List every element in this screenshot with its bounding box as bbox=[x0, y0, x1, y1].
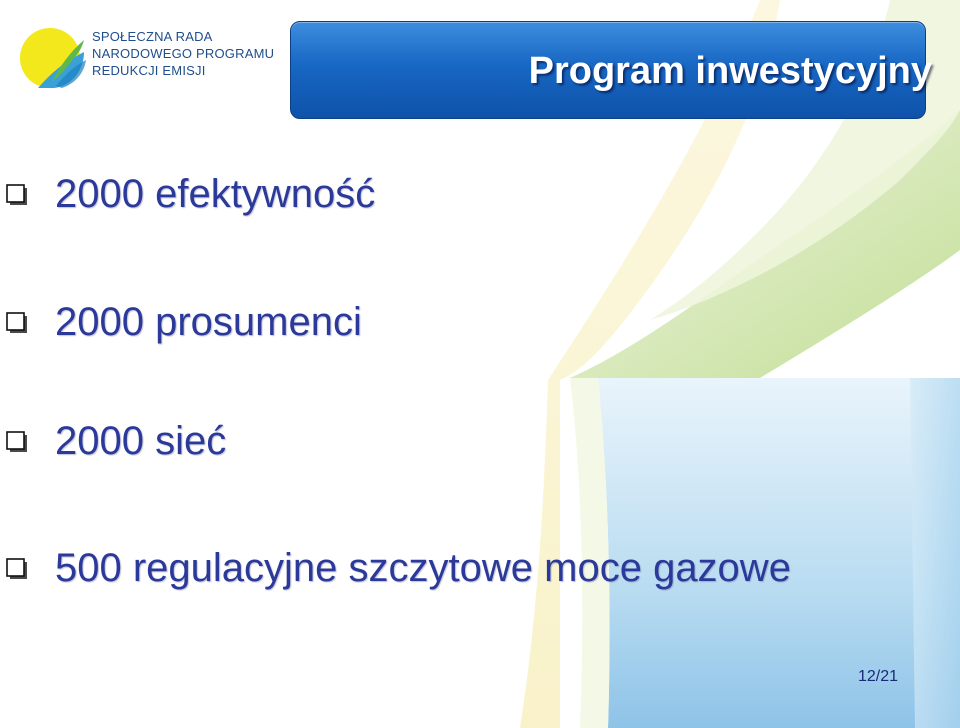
logo-line-3: REDUKCJI EMISJI bbox=[92, 63, 206, 78]
logo-mark-icon bbox=[18, 22, 88, 92]
bullet-text: 2000 efektywność bbox=[55, 172, 376, 216]
bullet-item bbox=[6, 300, 362, 345]
logo-line-1: SPOŁECZNA RADA bbox=[92, 29, 213, 44]
bullet-item bbox=[6, 419, 226, 464]
slide-title: Program inwestycyjny bbox=[528, 50, 932, 92]
bullet-item bbox=[6, 546, 791, 591]
bullet-item bbox=[6, 172, 375, 217]
checkbox-bullet-icon bbox=[6, 184, 28, 206]
bullet-text: 2000 prosumenci bbox=[55, 300, 362, 344]
checkbox-bullet-icon bbox=[6, 431, 28, 453]
bullet-text: 500 regulacyjne szczytowe moce gazowe bbox=[55, 546, 791, 590]
checkbox-bullet-icon bbox=[6, 312, 28, 334]
organization-logo bbox=[18, 22, 275, 92]
logo-line-2: NARODOWEGO PROGRAMU bbox=[92, 46, 275, 61]
logo-wordmark bbox=[92, 28, 274, 79]
checkbox-bullet-icon bbox=[6, 558, 28, 580]
page-number: 12/21 bbox=[857, 668, 898, 685]
bullet-text: 2000 sieć bbox=[55, 419, 227, 463]
